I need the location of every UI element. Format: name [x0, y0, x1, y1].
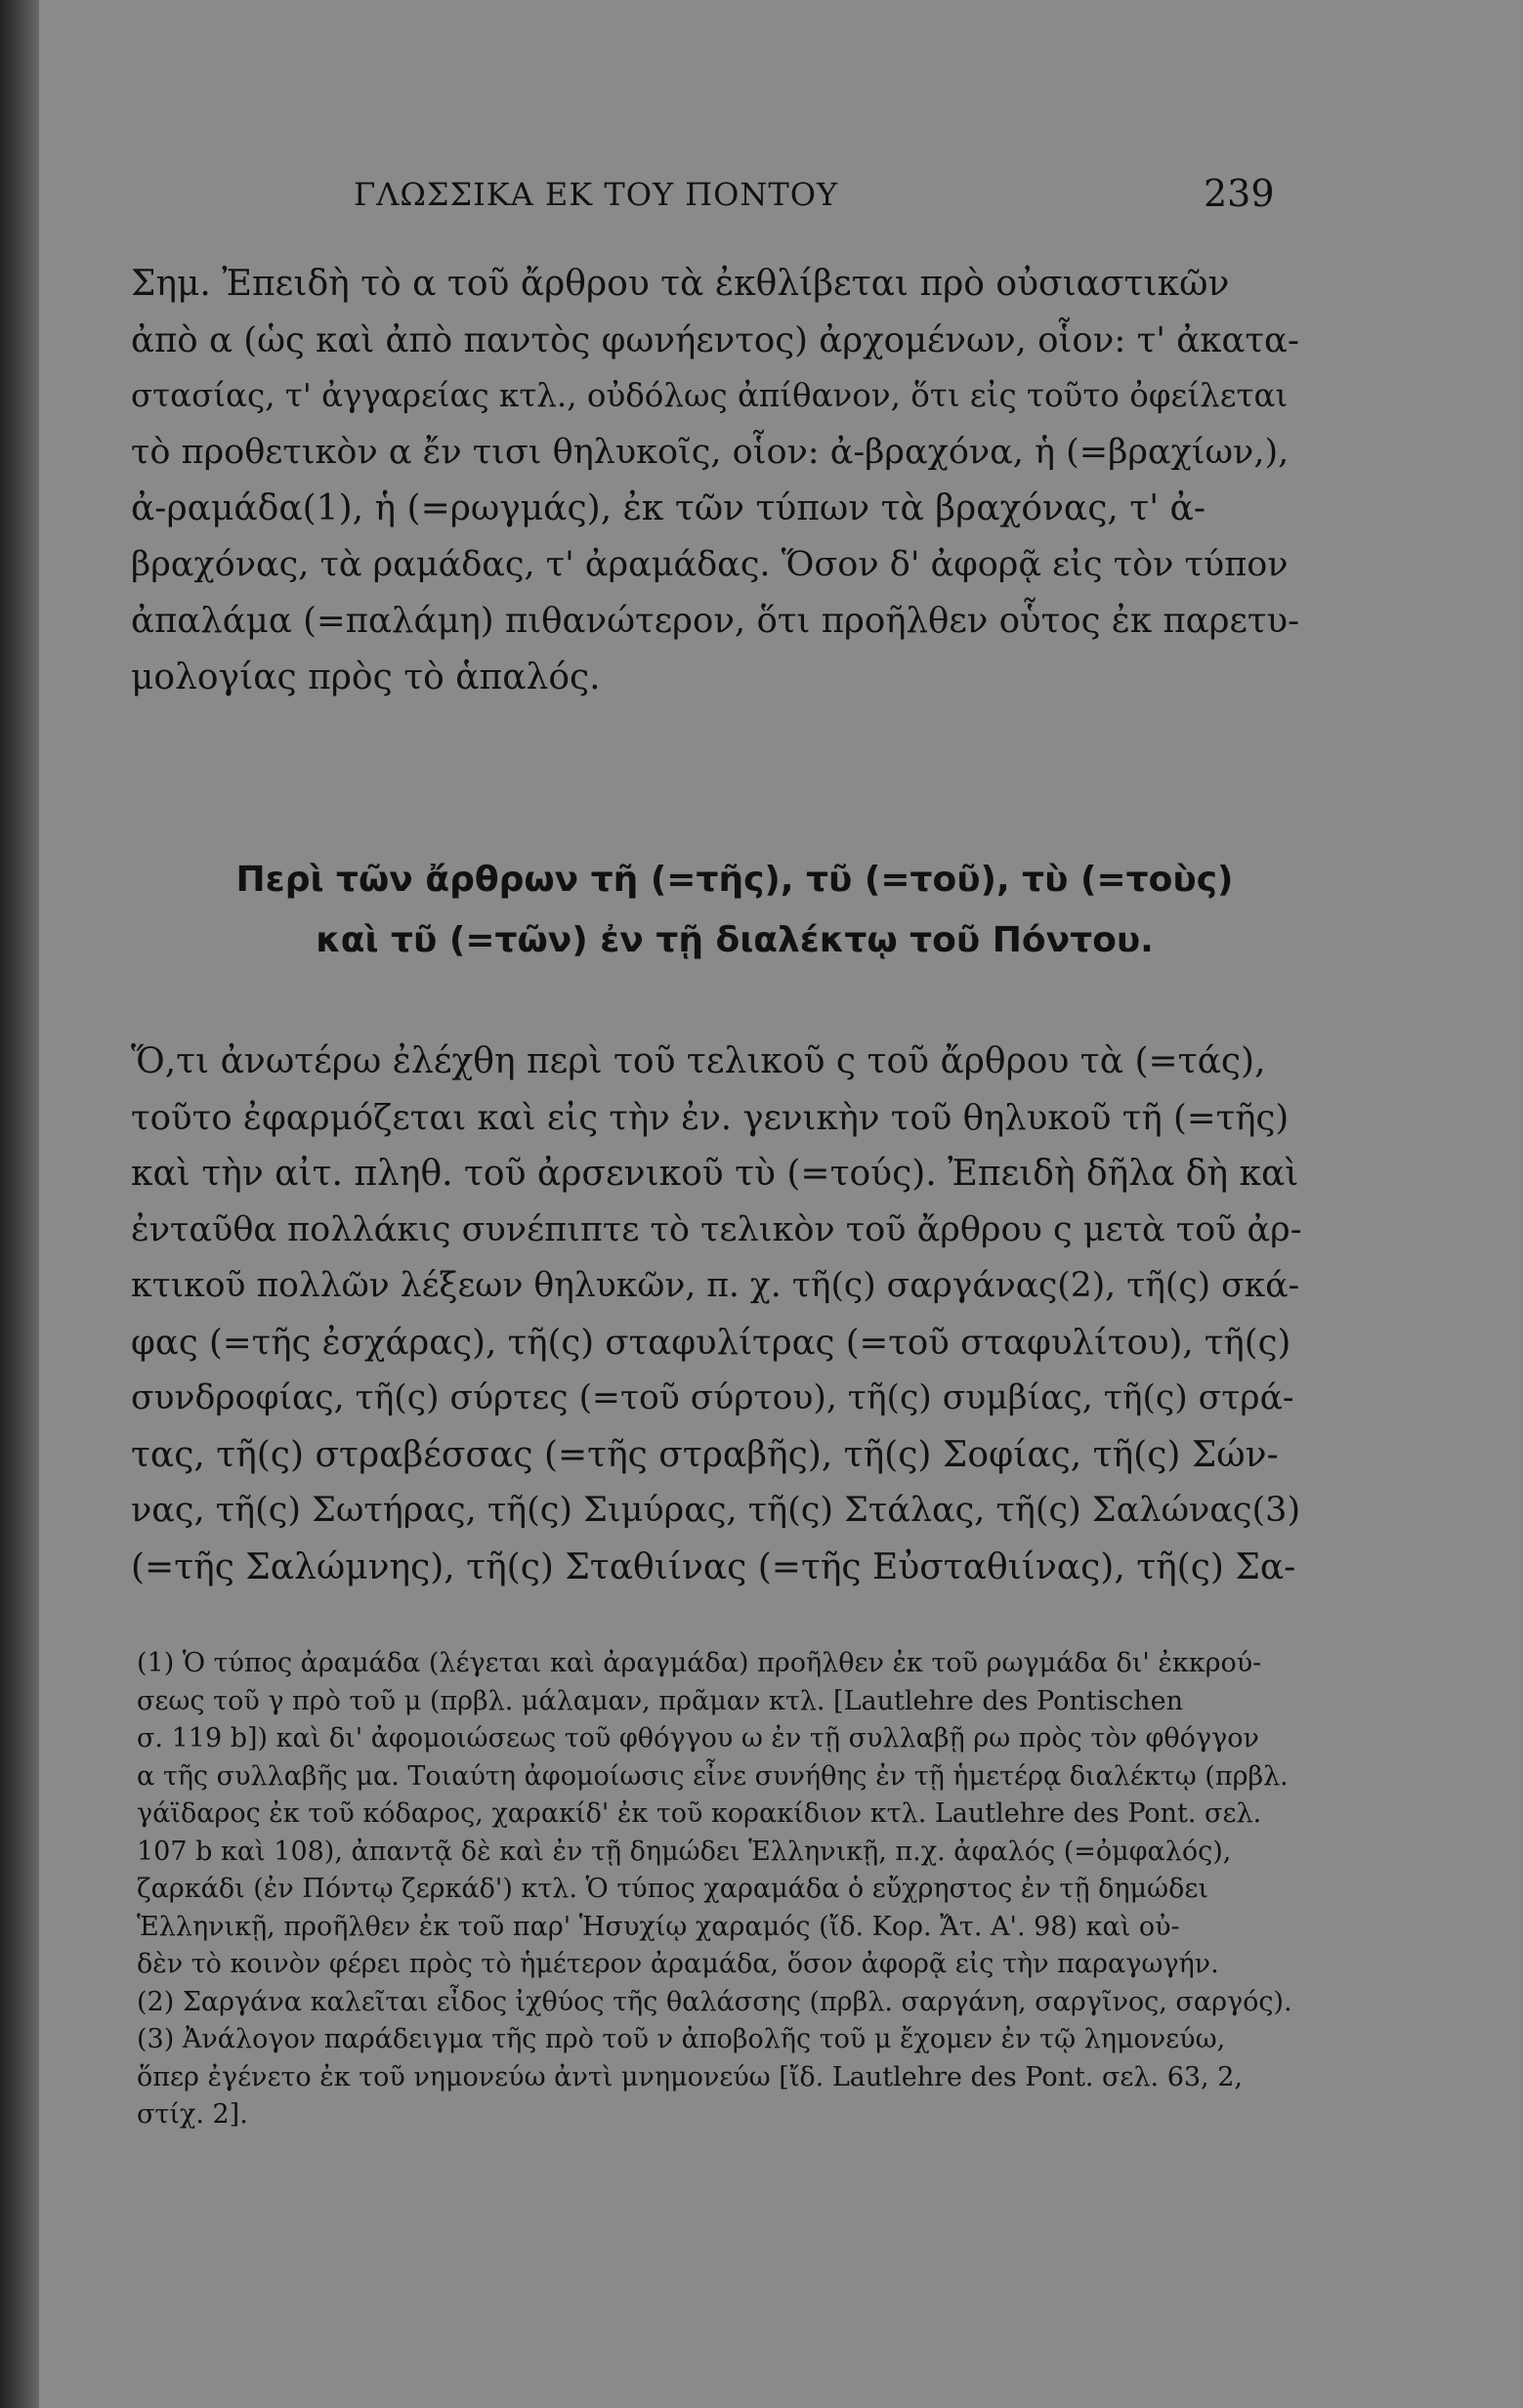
- page-number: 239: [1204, 172, 1275, 215]
- footnote-line: (1) Ὁ τύπος ἀραμάδα (λέγεται καὶ ἀραγμάδα) προῆλθεν ἐκ τοῦ ρωγμάδα δι' ἐκκρού-: [137, 1648, 1262, 1678]
- footnote-line: στίχ. 2].: [137, 2099, 248, 2130]
- text-line: ἐνταῦθα πολλάκις συνέπιπτε τὸ τελικὸν τοῦ ἄρθρου ς μετὰ τοῦ ἀρ-: [131, 1209, 1302, 1249]
- text-line: τας, τῆ(ς) στραβέσσας (=τῆς στραβῆς), τῆ(ς) Σοφίας, τῆ(ς) Σών-: [131, 1434, 1279, 1475]
- body-paragraph: [131, 1034, 1303, 1595]
- heading-line: καὶ τῦ (=τῶν) ἐν τῇ διαλέκτῳ τοῦ Πόντου.: [316, 920, 1154, 960]
- footnote-line: ὅπερ ἐγένετο ἐκ τοῦ νημονεύω ἀντὶ μνημονεύω [ἴδ. Lautlehre des Pont. σελ. 63, 2,: [137, 2061, 1243, 2092]
- body-paragraph-text: [131, 1034, 1303, 1595]
- footnote-line: 107 b καὶ 108), ἀπαντᾷ δὲ καὶ ἐν τῇ δημώδει Ἑλληνικῇ, π.χ. ἀφαλός (=ὀμφαλός),: [137, 1836, 1232, 1867]
- running-head: ΓΛΩΣΣΙΚΑ ΕΚ ΤΟΥ ΠΟΝΤΟΥ: [354, 176, 839, 213]
- footnote-line: γάϊδαρος ἐκ τοῦ κόδαρος, χαρακίδ' ἐκ τοῦ κορακίδιον κτλ. Lautlehre des Pont. σελ.: [137, 1798, 1262, 1829]
- text-line: στασίας, τ' ἀγγαρείας κτλ., οὐδόλως ἀπίθανον, ὅτι εἰς τοῦτο ὀφείλεται: [131, 377, 1289, 414]
- text-line: κτικοῦ πολλῶν λέξεων θηλυκῶν, π. χ. τῆ(ς) σαργάνας(2), τῆ(ς) σκά-: [131, 1266, 1300, 1305]
- text-line: φας (=τῆς ἐσχάρας), τῆ(ς) σταφυλίτρας (=τοῦ σταφυλίτου), τῆ(ς): [131, 1322, 1291, 1363]
- footnote-line: ζαρκάδι (ἐν Πόντῳ ζερκάδ') κτλ. Ὁ τύπος χαραμάδα ὁ εὔχρηστος ἐν τῇ δημώδει: [137, 1874, 1208, 1904]
- text-line: μολογίας πρὸς τὸ ἁπαλός.: [131, 656, 601, 697]
- text-line: ἀπὸ α (ὡς καὶ ἀπὸ παντὸς φωνήεντος) ἀρχομένων, οἷον: τ' ἀκατα-: [131, 319, 1300, 360]
- text-line: ἀπαλάμα (=παλάμη) πιθανώτερον, ὅτι προῆλθεν οὗτος ἐκ παρετυ-: [131, 601, 1300, 641]
- text-line: νας, τῆ(ς) Σωτήρας, τῆ(ς) Σιμύρας, τῆ(ς) Στάλας, τῆ(ς) Σαλώνας(3): [131, 1491, 1301, 1530]
- note-paragraph-text: [131, 256, 1303, 705]
- book-page: [39, 0, 1523, 2408]
- text-line: (=τῆς Σαλώμνης), τῆ(ς) Σταθιίνας (=τῆς Εὐσταθιίνας), τῆ(ς) Σα-: [131, 1546, 1296, 1587]
- footnote-line: α τῆς συλλαβῆς μα. Τοιαύτη ἀφομοίωσις εἶνε συνήθης ἐν τῇ ἡμετέρᾳ διαλέκτῳ (πρβλ.: [137, 1760, 1289, 1792]
- text-line: τοῦτο ἐφαρμόζεται καὶ εἰς τὴν ἐν. γενικὴν τοῦ θηλυκοῦ τῆ (=τῆς): [131, 1097, 1290, 1138]
- footnote-line: (2) Σαργάνα καλεῖται εἶδος ἰχθύος τῆς θαλάσσης (πρβλ. σαργάνη, σαργῖνος, σαργός).: [137, 1986, 1292, 2017]
- book-binding-edge: [0, 0, 39, 2408]
- footnote-line: (3) Ἀνάλογον παράδειγμα τῆς πρὸ τοῦ ν ἀποβολῆς τοῦ μ ἔχομεν ἐν τῷ λημονεύω,: [137, 2024, 1226, 2054]
- text-line: Ὅ,τι ἀνωτέρω ἐλέχθη περὶ τοῦ τελικοῦ ς τοῦ ἄρθρου τὰ (=τάς),: [131, 1041, 1266, 1081]
- text-line: Σημ. Ἐπειδὴ τὸ α τοῦ ἄρθρου τὰ ἐκθλίβεται πρὸ οὐσιαστικῶν: [131, 264, 1230, 304]
- footnote-line: δὲν τὸ κοινὸν φέρει πρὸς τὸ ἡμέτερον ἀραμάδα, ὅσον ἀφορᾷ εἰς τὴν παραγωγήν.: [137, 1949, 1219, 1979]
- note-paragraph: [131, 256, 1303, 705]
- heading-line: Περὶ τῶν ἄρθρων τῆ (=τῆς), τῦ (=τοῦ), τὺ (=τοὺς): [235, 860, 1234, 900]
- footnote-line: Ἑλληνικῇ, προῆλθεν ἐκ τοῦ παρ' Ἡσυχίῳ χαραμός (ἴδ. Κορ. Ἄτ. Α'. 98) καὶ οὐ-: [137, 1911, 1180, 1942]
- footnote-line: σεως τοῦ γ πρὸ τοῦ μ (πρβλ. μάλαμαν, πρᾶμαν κτλ. [Lautlehre des Pontischen: [137, 1685, 1183, 1716]
- section-heading: [178, 850, 1291, 971]
- text-line: βραχόνας, τὰ ραμάδας, τ' ἀραμάδας. Ὅσον δ' ἀφορᾷ εἰς τὸν τύπον: [131, 544, 1289, 584]
- text-line: καὶ τὴν αἰτ. πληθ. τοῦ ἀρσενικοῦ τὺ (=τούς). Ἐπειδὴ δῆλα δὴ καὶ: [131, 1154, 1299, 1194]
- text-line: ἀ-ραμάδα(1), ἡ (=ρωγμάς), ἐκ τῶν τύπων τὰ βραχόνας, τ' ἀ-: [131, 488, 1206, 528]
- footnotes: [137, 1645, 1309, 2134]
- footnote-line: σ. 119 b]) καὶ δι' ἀφομοιώσεως τοῦ φθόγγου ω ἐν τῇ συλλαβῇ ρω πρὸς τὸν φθόγγον: [137, 1723, 1259, 1753]
- text-line: συνδροφίας, τῆ(ς) σύρτες (=τοῦ σύρτου), τῆ(ς) συμβίας, τῆ(ς) στρά-: [131, 1378, 1294, 1417]
- text-line: τὸ προθετικὸν α ἔν τισι θηλυκοῖς, οἷον: ἀ-βραχόνα, ἡ (=βραχίων,),: [131, 432, 1290, 472]
